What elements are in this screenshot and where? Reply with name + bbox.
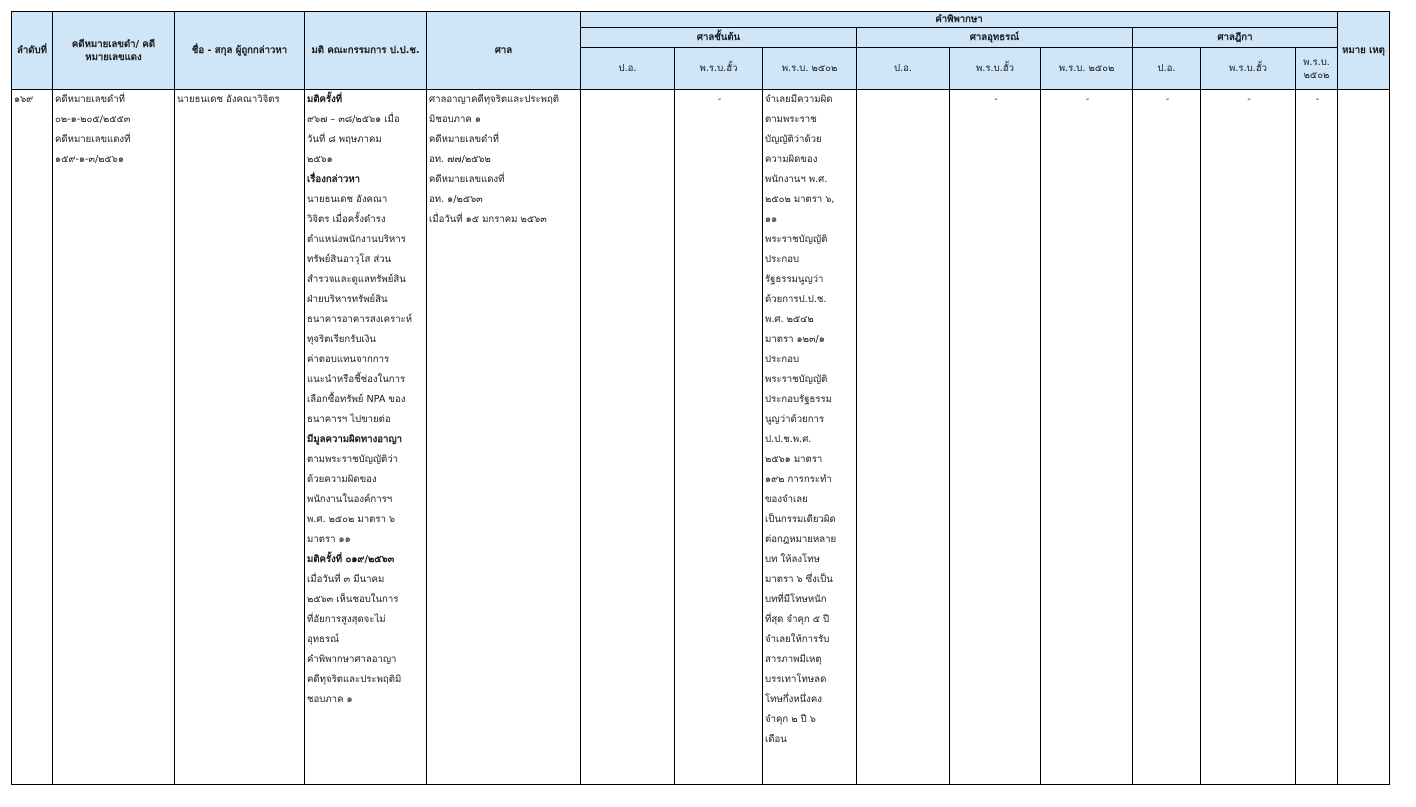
cell-appeal-hua: - <box>950 90 1041 785</box>
resolution-line: วันที่ ๘ พฤษภาคม <box>307 134 382 145</box>
cell-resolution <box>305 90 427 785</box>
header-case-no: คดีหมายเลขดำ/ คดีหมายเลขแดง <box>53 12 175 90</box>
first-court-2502-line: ป.ป.ช.พ.ศ. <box>765 434 812 445</box>
cell-first-hua: - <box>675 90 763 785</box>
header-first-court: ศาลชั้นต้น <box>581 28 857 48</box>
resolution-line: นายธนเดช อังคณา <box>307 194 388 205</box>
first-court-2502-line: บท ให้ลงโทษ <box>765 554 820 565</box>
cell-court <box>427 90 581 785</box>
first-court-2502-line: รัฐธรรมนูญว่า <box>765 274 824 285</box>
court-line: คดีหมายเลขแดงที่ <box>429 174 505 185</box>
header-seq: ลำดับที่ <box>12 12 53 90</box>
first-court-2502-line: ประกอบรัฐธรรม <box>765 394 832 405</box>
resolution-line: ชอบภาค ๑ <box>307 694 353 705</box>
first-court-2502-line: เดือน <box>765 734 787 745</box>
cell-appeal-2502: - <box>1041 90 1133 785</box>
resolution-line: ตามพระราชบัญญัติว่า <box>307 454 399 465</box>
resolution-line: เรื่องกล่าวหา <box>307 174 361 185</box>
header-supreme-po: ป.อ. <box>1133 48 1201 90</box>
first-court-2502-line: มาตรา ๖ ซึ่งเป็น <box>765 574 833 585</box>
court-line: มิชอบภาค ๑ <box>429 114 481 125</box>
court-line: คดีหมายเลขดำที่ <box>429 134 499 145</box>
first-court-2502-line: โทษกึ่งหนึ่งคง <box>765 694 822 705</box>
case-line: ๐๒-๑-๒๐๕/๒๕๕๓ <box>55 114 131 125</box>
resolution-line: มติครั้งที่ ๐๑๙/๒๕๖๓ <box>307 554 395 565</box>
resolution-line: มาตรา ๑๑ <box>307 534 351 545</box>
cell-first-2502 <box>763 90 857 785</box>
cell-first-po <box>581 90 675 785</box>
cell-name: นายธนเดช อังคณาวิจิตร <box>175 90 305 785</box>
resolution-line: อุทธรณ์ <box>307 634 339 645</box>
first-court-2502-line: จำเลยให้การรับ <box>765 634 830 645</box>
resolution-line: ที่อัยการสูงสุดจะไม่ <box>307 614 386 625</box>
first-court-2502-line: ที่สุด จำคุก ๕ ปี <box>765 614 830 625</box>
cell-case-no <box>53 90 175 785</box>
first-court-2502-line: บทที่มีโทษหนัก <box>765 594 827 605</box>
first-court-2502-line: พระราชบัญญัติ <box>765 374 828 385</box>
first-court-2502-line: เป็นกรรมเดียวผิด <box>765 514 836 525</box>
first-court-2502-line: ประกอบ <box>765 254 800 265</box>
resolution-line: ๒๕๖๓ เห็นชอบในการ <box>307 594 399 605</box>
resolution-line: มติครั้งที่ <box>307 94 343 105</box>
first-court-2502-line: ต่อกฎหมายหลาย <box>765 534 837 545</box>
header-appeal-court: ศาลอุทธรณ์ <box>857 28 1133 48</box>
resolution-line: ธนาคารฯ ไปขายต่อ <box>307 414 391 425</box>
resolution-line: ทุจริตเรียกรับเงิน <box>307 334 376 345</box>
cell-supreme-hua: - <box>1201 90 1296 785</box>
resolution-line: คดีทุจริตและประพฤติมิ <box>307 674 402 685</box>
resolution-line: ทรัพย์สินอาวุโส ส่วน <box>307 254 392 265</box>
court-line: อท. ๑/๒๕๖๓ <box>429 194 483 205</box>
first-court-2502-line: ๑๙๒ การกระทำ <box>765 474 832 485</box>
case-line: ๑๕๙-๑-๓/๒๕๖๑ <box>55 154 124 165</box>
header-first-2502: พ.ร.บ. ๒๕๐๒ <box>763 48 857 90</box>
case-table <box>11 11 1390 785</box>
resolution-line: ค่าตอบแทนจากการ <box>307 354 390 365</box>
first-court-2502-line: พระราชบัญญัติ <box>765 234 828 245</box>
resolution-line: ด้วยความผิดของ <box>307 474 377 485</box>
cell-seq: ๑๖๙ <box>12 90 53 785</box>
first-court-2502-line: พ.ศ. ๒๕๔๒ <box>765 314 814 325</box>
header-judgment: คำพิพากษา <box>581 12 1338 28</box>
first-court-2502-line: บรรเทาโทษลด <box>765 674 827 685</box>
resolution-line: มีมูลความผิดทางอาญา <box>307 434 403 445</box>
first-court-2502-line: นูญว่าด้วยการ <box>765 414 825 425</box>
first-court-2502-line: ประกอบ <box>765 354 800 365</box>
first-court-2502-line: พนักงานฯ พ.ศ. <box>765 174 828 185</box>
header-supreme-hua: พ.ร.บ.ฮั้ว <box>1201 48 1296 90</box>
court-line: เมื่อวันที่ ๑๕ มกราคม ๒๕๖๓ <box>429 214 547 225</box>
resolution-line: คำพิพากษาศาลอาญา <box>307 654 397 665</box>
header-first-po: ป.อ. <box>581 48 675 90</box>
header-court: ศาล <box>427 12 581 90</box>
cell-remark <box>1338 90 1390 785</box>
first-court-2502-line: จำเลยมีความผิด <box>765 94 833 105</box>
header-appeal-2502: พ.ร.บ. ๒๕๐๒ <box>1041 48 1133 90</box>
resolution-line: พนักงานในองค์การฯ <box>307 494 393 505</box>
first-court-2502-line: ๒๕๖๑ มาตรา <box>765 454 823 465</box>
header-name: ชื่อ - สกุล ผู้ถูกกล่าวหา <box>175 12 305 90</box>
resolution-line: วิจิตร เมื่อครั้งดำรง <box>307 214 386 225</box>
resolution-line: ธนาคารอาคารสงเคราะห์ <box>307 314 413 325</box>
header-remark: หมาย เหตุ <box>1338 12 1390 90</box>
header-resolution: มติ คณะกรรมการ ป.ป.ช. <box>305 12 427 90</box>
first-court-2502-line: จำคุก ๒ ปี ๖ <box>765 714 816 725</box>
resolution-line: ตำแหน่งพนักงานบริหาร <box>307 234 406 245</box>
first-court-2502-line: ๒๕๐๒ มาตรา ๖, <box>765 194 835 205</box>
case-line: คดีหมายเลขแดงที่ <box>55 134 131 145</box>
resolution-line: ๒๕๖๑ <box>307 154 333 165</box>
first-court-2502-line: ของจำเลย <box>765 494 808 505</box>
first-court-2502-line: ด้วยการป.ป.ช. <box>765 294 827 305</box>
header-supreme-court: ศาลฎีกา <box>1133 28 1338 48</box>
first-court-2502-line: ความผิดของ <box>765 154 818 165</box>
first-court-2502-line: สารภาพมีเหตุ <box>765 654 822 665</box>
cell-supreme-po: - <box>1133 90 1201 785</box>
first-court-2502-line: ๑๑ <box>765 214 778 225</box>
resolution-line: เมื่อวันที่ ๓ มีนาคม <box>307 574 385 585</box>
cell-supreme-2502: - <box>1296 90 1338 785</box>
header-appeal-po: ป.อ. <box>857 48 950 90</box>
resolution-line: สำรวจและดูแลทรัพย์สิน <box>307 274 406 285</box>
resolution-line: เลือกซื้อทรัพย์ NPA ของ <box>307 394 406 405</box>
resolution-line: ฝ่ายบริหารทรัพย์สิน <box>307 294 388 305</box>
resolution-line: ๙๖๗ – ๓๘/๒๕๖๑ เมื่อ <box>307 114 400 125</box>
resolution-line: พ.ศ. ๒๕๐๒ มาตรา ๖ <box>307 514 395 525</box>
header-first-hua: พ.ร.บ.ฮั้ว <box>675 48 763 90</box>
court-line: อท. ๗๗/๒๕๖๒ <box>429 154 491 165</box>
first-court-2502-line: ตามพระราช <box>765 114 817 125</box>
header-supreme-2502: พ.ร.บ. ๒๕๐๒ <box>1296 48 1338 90</box>
first-court-2502-line: บัญญัติว่าด้วย <box>765 134 822 145</box>
header-appeal-hua: พ.ร.บ.ฮั้ว <box>950 48 1041 90</box>
case-line: คดีหมายเลขดำที่ <box>55 94 125 105</box>
court-line: ศาลอาญาคดีทุจริตและประพฤติ <box>429 94 560 105</box>
resolution-line: แนะนำหรือชี้ช่องในการ <box>307 374 406 385</box>
first-court-2502-line: มาตรา ๑๒๓/๑ <box>765 334 825 345</box>
cell-appeal-po <box>857 90 950 785</box>
